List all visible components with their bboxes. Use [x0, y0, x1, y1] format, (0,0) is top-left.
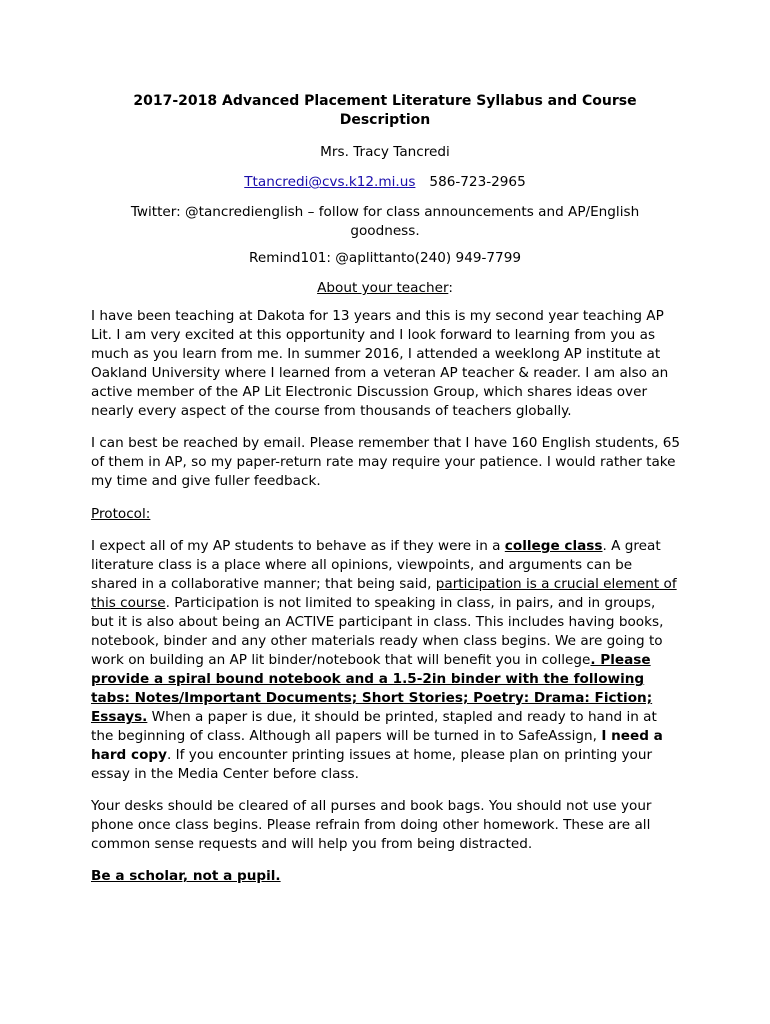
phone-number: 586-723-2965	[429, 174, 526, 190]
about-heading-text: About your teacher	[317, 280, 449, 296]
supplies-emphasis: . Please provide a spiral bound notebook and a 1.5-2in binder with the following tabs: Notes/Important Documents; Short Stories; Poetry: Drama: Fiction; Essays.	[91, 652, 653, 725]
about-heading-colon: :	[448, 280, 453, 296]
about-paragraph-1: I have been teaching at Dakota for 13 years and this is my second year teaching AP Lit. I am very excited at this opportunity and I look forward to learning from you as much as you learn from me. In summer 2016, I attended a weeklong AP institute at Oakland University where I learned from a veteran AP teacher & reader. I am also an active member of the AP Lit Electronic Discussion Group, which shares ideas over nearly every aspect of the course from thousands of teachers globally.	[91, 308, 669, 419]
hard-copy-emphasis: I need a hard copy	[91, 728, 663, 763]
protocol-heading: Protocol:	[91, 506, 151, 522]
teacher-name: Mrs. Tracy Tancredi	[320, 144, 450, 160]
email-link[interactable]: Ttancredi@cvs.k12.mi.us	[244, 174, 416, 190]
closing-motto: Be a scholar, not a pupil.	[91, 868, 281, 884]
protocol-text-1: I expect all of my AP students to behave as if they were in a	[91, 538, 505, 554]
protocol-text-4: When a paper is due, it should be printed, stapled and ready to hand in at the beginning of class. Although all papers will be turned in to SafeAssign,	[91, 709, 657, 744]
college-class-emphasis: college class	[504, 538, 603, 554]
remind-line: Remind101: @aplittanto(240) 949-7799	[249, 250, 521, 266]
about-paragraph-2: I can best be reached by email. Please remember that I have 160 English students, 65 of them in AP, so my paper-return rate may require your patience. I would rather take my time and give fuller feedback.	[91, 435, 681, 489]
document-title: 2017-2018 Advanced Placement Literature Syllabus and Course Description	[133, 93, 637, 128]
protocol-paragraph-2: Your desks should be cleared of all purses and book bags. You should not use your phone once class begins. Please refrain from doing other homework. These are all common sense requests and will help you from being distracted.	[91, 798, 652, 852]
about-heading	[80, 279, 690, 298]
participation-emphasis: participation is a crucial element of this course	[91, 576, 677, 611]
protocol-text-3: . Participation is not limited to speaking in class, in pairs, and in groups, but it is also about being an ACTIVE participant in class. This includes having books, notebook, binder and any other materials ready when class begins. We are going to work on building an AP lit binder/notebook that will benefit you in college	[91, 595, 664, 668]
protocol-text-2: . A great literature class is a place where all opinions, viewpoints, and arguments can be shared in a collaborative manner; that being said,	[91, 538, 661, 592]
twitter-line: Twitter: @tancredienglish – follow for class announcements and AP/English goodness.	[130, 204, 640, 239]
protocol-paragraph-1	[91, 537, 681, 784]
protocol-text-5: . If you encounter printing issues at home, please plan on printing your essay in the Media Center before class.	[91, 747, 653, 782]
contact-line	[80, 173, 690, 192]
